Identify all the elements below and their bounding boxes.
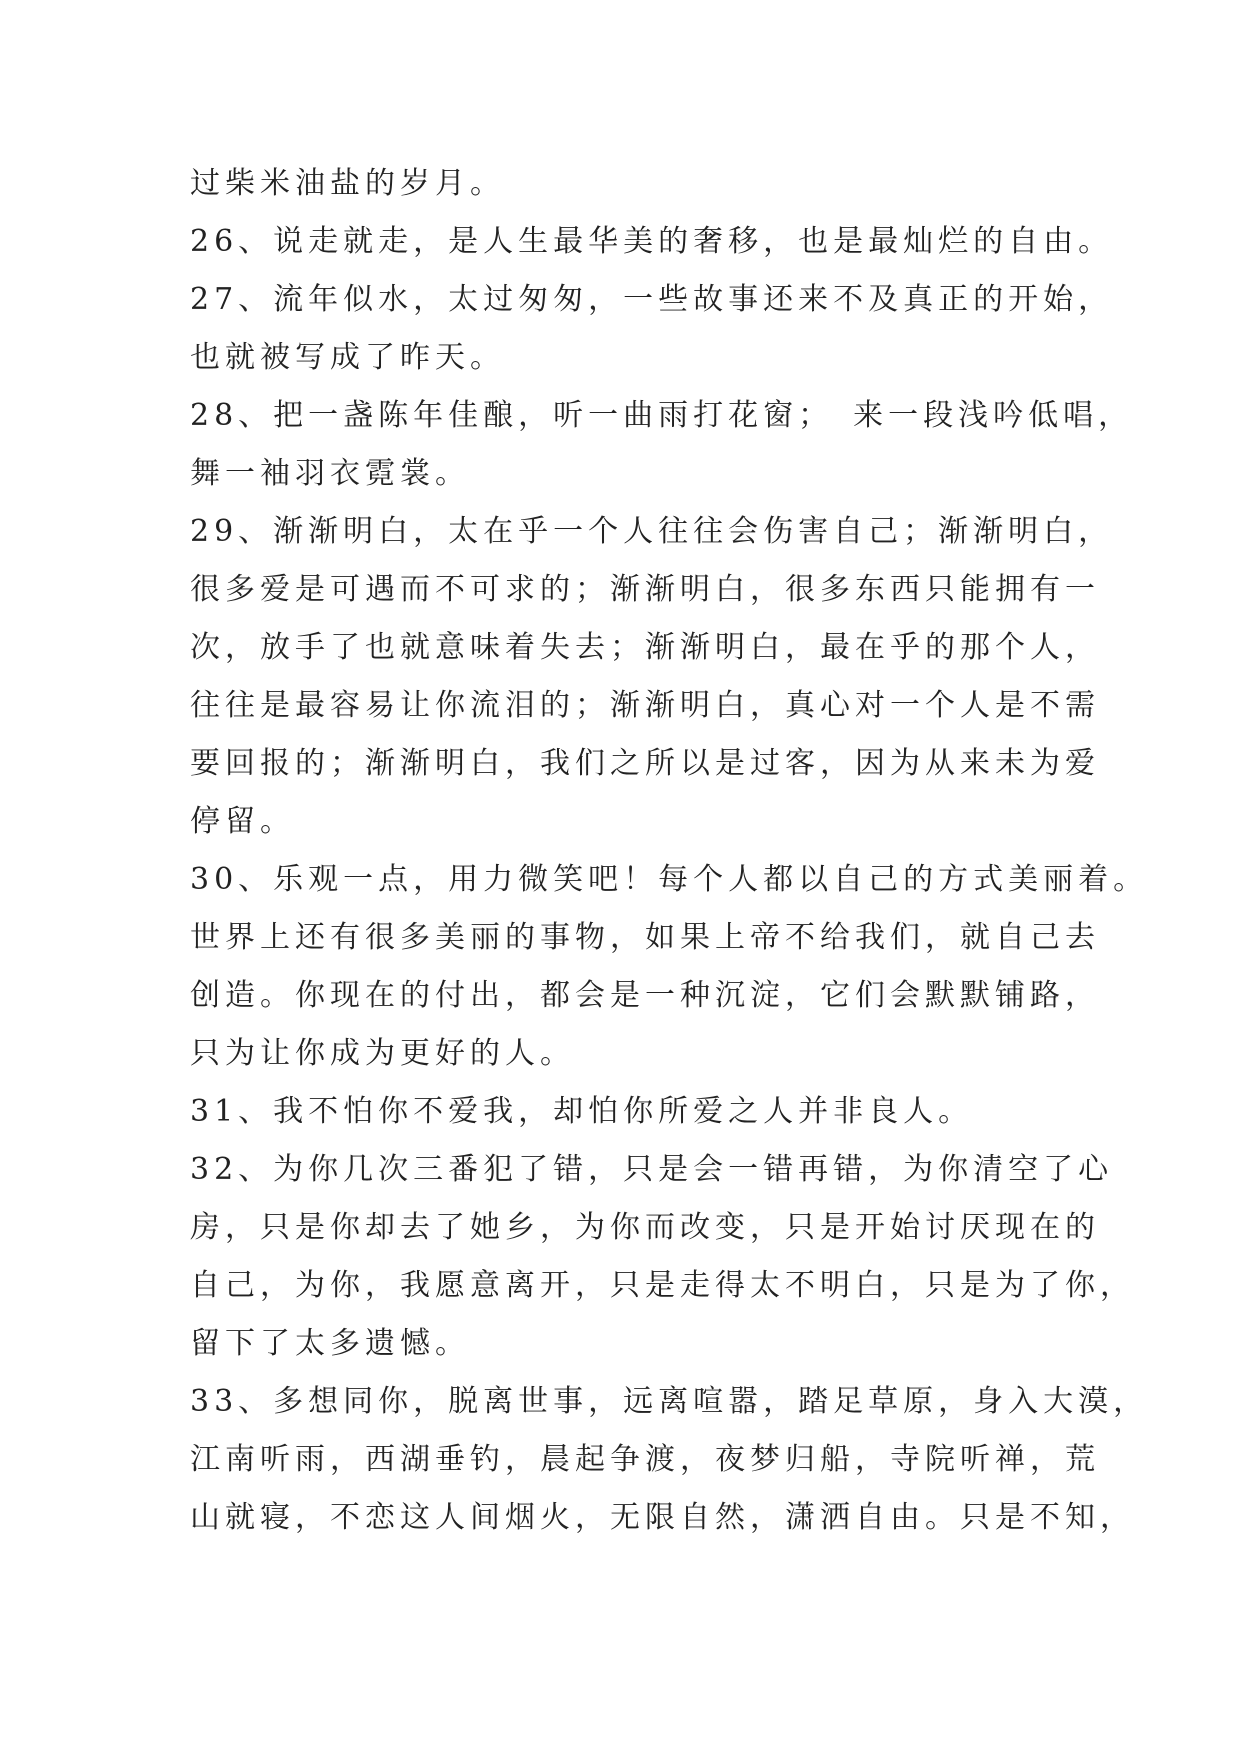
text-line: 要回报的；渐渐明白，我们之所以是过客，因为从来未为爱 xyxy=(190,746,1100,781)
text-line: 只为让你成为更好的人。 xyxy=(190,1036,575,1071)
text-line: 自己，为你，我愿意离开，只是走得太不明白，只是为了你， xyxy=(190,1268,1135,1303)
text-line: 创造。你现在的付出，都会是一种沉淀，它们会默默铺路， xyxy=(190,978,1100,1013)
text-line: 山就寝，不恋这人间烟火，无限自然，潇洒自由。只是不知， xyxy=(190,1500,1135,1535)
text-line: 往往是最容易让你流泪的；渐渐明白，真心对一个人是不需 xyxy=(190,688,1100,723)
text-line: 31、我不怕你不爱我，却怕你所爱之人并非良人。 xyxy=(190,1094,974,1129)
text-line: 28、把一盏陈年佳酿，听一曲雨打花窗； 来一段浅吟低唱， xyxy=(190,398,1134,433)
text-line: 江南听雨，西湖垂钓，晨起争渡，夜梦归船，寺院听禅，荒 xyxy=(190,1442,1100,1477)
text-line: 也就被写成了昨天。 xyxy=(190,340,505,375)
text-line: 29、渐渐明白，太在乎一个人往往会伤害自己；渐渐明白， xyxy=(190,514,1114,549)
text-line: 停留。 xyxy=(190,804,295,839)
text-line: 30、乐观一点，用力微笑吧！每个人都以自己的方式美丽着。 xyxy=(190,862,1149,897)
text-line: 世界上还有很多美丽的事物，如果上帝不给我们，就自己去 xyxy=(190,920,1100,955)
text-line: 26、说走就走，是人生最华美的奢移，也是最灿烂的自由。 xyxy=(190,224,1114,259)
text-line: 32、为你几次三番犯了错，只是会一错再错，为你清空了心 xyxy=(190,1152,1114,1187)
text-line: 舞一袖羽衣霓裳。 xyxy=(190,456,470,491)
text-line: 房，只是你却去了她乡，为你而改变，只是开始讨厌现在的 xyxy=(190,1210,1100,1245)
text-line: 27、流年似水，太过匆匆，一些故事还来不及真正的开始， xyxy=(190,282,1114,317)
text-line: 很多爱是可遇而不可求的；渐渐明白，很多东西只能拥有一 xyxy=(190,572,1100,607)
text-line: 留下了太多遗憾。 xyxy=(190,1326,470,1361)
text-line: 次，放手了也就意味着失去；渐渐明白，最在乎的那个人， xyxy=(190,630,1100,665)
text-line: 33、多想同你，脱离世事，远离喧嚣，踏足草原，身入大漠， xyxy=(190,1384,1149,1419)
body-text xyxy=(190,155,1149,1547)
text-line: 过柴米油盐的岁月。 xyxy=(190,166,505,201)
